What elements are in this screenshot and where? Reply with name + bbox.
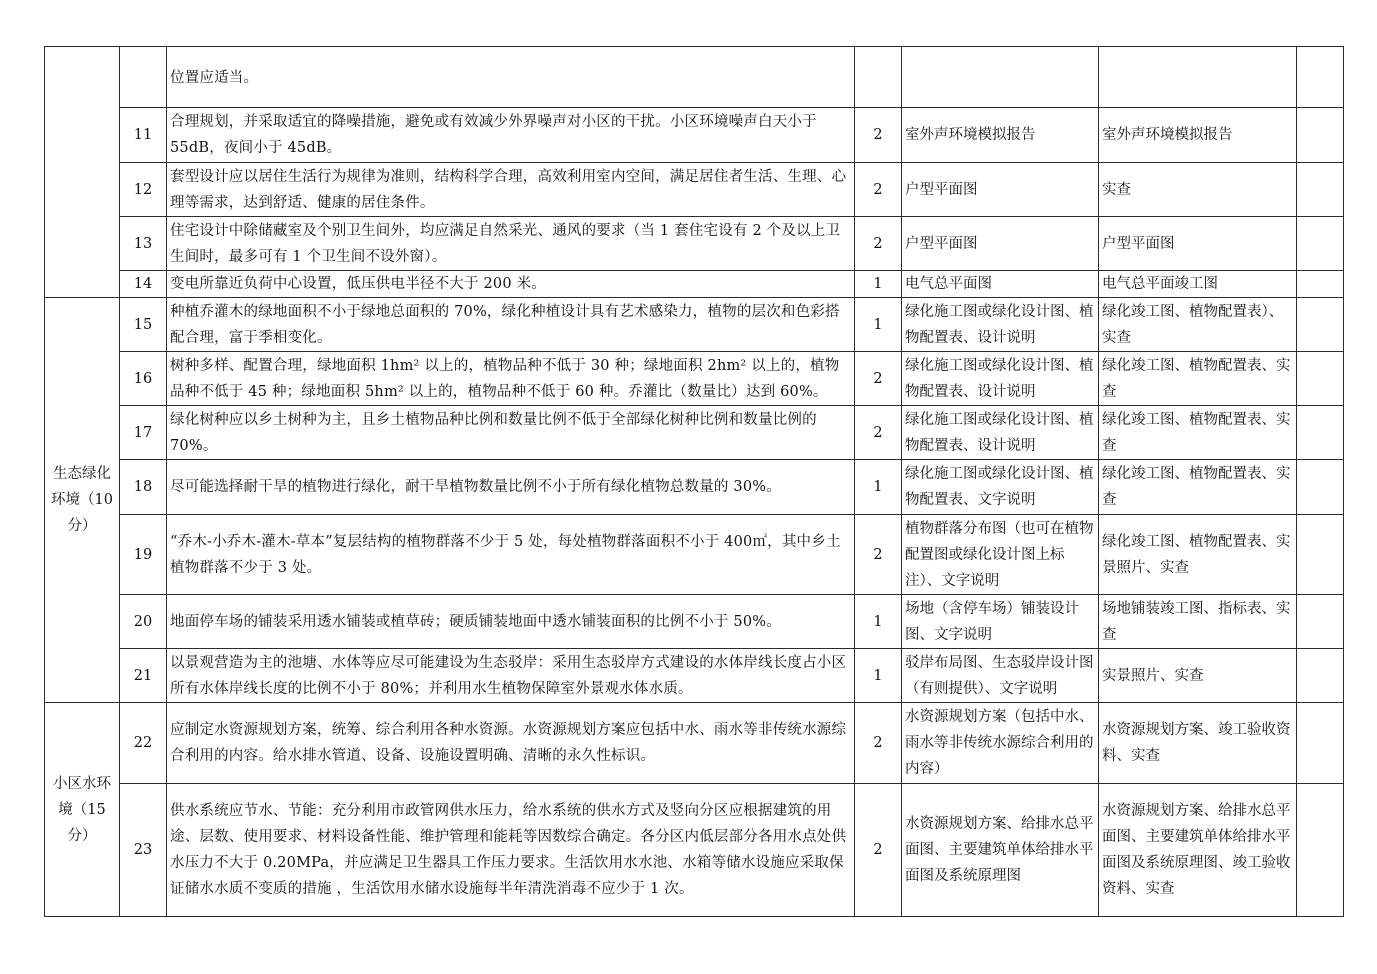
- score-cell: 2: [855, 703, 902, 784]
- table-row: [45, 163, 1344, 217]
- remark-cell: [1297, 271, 1344, 298]
- acceptance-material: 电气总平面竣工图: [1099, 271, 1297, 298]
- score-cell: 2: [855, 163, 902, 217]
- table-row: [45, 108, 1344, 163]
- remark-cell: [1297, 47, 1344, 108]
- design-material: 场地（含停车场）铺装设计图、文字说明: [902, 595, 1099, 649]
- requirement-text: 套型设计应以居住生活行为规律为准则，结构科学合理，高效利用室内空间，满足居住者生活、生理、心理等需求，达到舒适、健康的居住条件。: [167, 163, 855, 217]
- remark-cell: [1297, 406, 1344, 460]
- design-material: 水资源规划方案（包括中水、雨水等非传统水源综合利用的内容）: [902, 703, 1099, 784]
- score-cell: 2: [855, 352, 902, 406]
- table-row: [45, 703, 1344, 784]
- acceptance-material: 水资源规划方案、给排水总平面图、主要建筑单体给排水平面图及系统原理图、竣工验收资料、实查: [1099, 784, 1297, 917]
- acceptance-material: 实查: [1099, 163, 1297, 217]
- score-cell: 1: [855, 460, 902, 515]
- requirement-text: 住宅设计中除储藏室及个别卫生间外，均应满足自然采光、通风的要求（当 1 套住宅设有 2 个及以上卫生间时，最多可有 1 个卫生间不设外窗）。: [167, 217, 855, 271]
- acceptance-material: 绿化竣工图、植物配置表、实景照片、实查: [1099, 515, 1297, 595]
- score-cell: 2: [855, 217, 902, 271]
- requirement-text: 以景观营造为主的池塘、水体等应尽可能建设为生态驳岸：采用生态驳岸方式建设的水体岸线长度占小区所有水体岸线长度的比例不小于 80%；并利用水生植物保障室外景观水体水质。: [167, 649, 855, 703]
- design-material: 绿化施工图或绿化设计图、植物配置表、设计说明: [902, 298, 1099, 352]
- score-cell: 2: [855, 406, 902, 460]
- item-number: 19: [120, 515, 167, 595]
- table-row: [45, 406, 1344, 460]
- table-row: [45, 298, 1344, 352]
- design-material: 户型平面图: [902, 217, 1099, 271]
- table-row: [45, 271, 1344, 298]
- remark-cell: [1297, 460, 1344, 515]
- requirement-text: 变电所靠近负荷中心设置，低压供电半径不大于 200 米。: [167, 271, 855, 298]
- item-number: 14: [120, 271, 167, 298]
- requirement-text: 尽可能选择耐干旱的植物进行绿化，耐干旱植物数量比例不小于所有绿化植物总数量的 30%。: [167, 460, 855, 515]
- category-cell-previous: [45, 47, 120, 298]
- score-cell: 2: [855, 784, 902, 917]
- design-material: 电气总平面图: [902, 271, 1099, 298]
- item-number: 11: [120, 108, 167, 163]
- item-number: 13: [120, 217, 167, 271]
- remark-cell: [1297, 649, 1344, 703]
- requirement-text: 地面停车场的铺装采用透水铺装或植草砖；硬质铺装地面中透水铺装面积的比例不小于 50%。: [167, 595, 855, 649]
- acceptance-material: 水资源规划方案、竣工验收资料、实查: [1099, 703, 1297, 784]
- item-number: 22: [120, 703, 167, 784]
- remark-cell: [1297, 163, 1344, 217]
- design-material: 驳岸布局图、生态驳岸设计图（有则提供）、文字说明: [902, 649, 1099, 703]
- design-material: 户型平面图: [902, 163, 1099, 217]
- item-number: 23: [120, 784, 167, 917]
- item-number: [120, 47, 167, 108]
- design-material: 绿化施工图或绿化设计图、植物配置表、设计说明: [902, 352, 1099, 406]
- remark-cell: [1297, 515, 1344, 595]
- item-number: 15: [120, 298, 167, 352]
- acceptance-material: 室外声环境模拟报告: [1099, 108, 1297, 163]
- remark-cell: [1297, 352, 1344, 406]
- table-row: [45, 460, 1344, 515]
- category-eco-green: 生态绿化环境（10 分）: [45, 298, 120, 703]
- item-number: 17: [120, 406, 167, 460]
- remark-cell: [1297, 108, 1344, 163]
- standards-table: [44, 46, 1344, 917]
- acceptance-material: 实景照片、实查: [1099, 649, 1297, 703]
- requirement-text: 供水系统应节水、节能：充分利用市政管网供水压力，给水系统的供水方式及竖向分区应根据建筑的用途、层数、使用要求、材料设备性能、维护管理和能耗等因数综合确定。各分区内低层部分各用水点处供水压力不大于 0.20MPa，并应满足卫生器具工作压力要求。生活饮用水水池、水箱等储水设施应采取保证储水水质不变质的措施 ，生活饮用水储水设施每半年清洗消毒不应少于 1 次。: [167, 784, 855, 917]
- score-cell: 1: [855, 298, 902, 352]
- remark-cell: [1297, 298, 1344, 352]
- requirement-text: 位置应适当。: [167, 47, 855, 108]
- remark-cell: [1297, 217, 1344, 271]
- remark-cell: [1297, 784, 1344, 917]
- table-row: [45, 352, 1344, 406]
- score-cell: 2: [855, 108, 902, 163]
- acceptance-material: 场地铺装竣工图、指标表、实查: [1099, 595, 1297, 649]
- score-cell: 2: [855, 515, 902, 595]
- requirement-text: 种植乔灌木的绿地面积不小于绿地总面积的 70%，绿化种植设计具有艺术感染力，植物的层次和色彩搭配合理，富于季相变化。: [167, 298, 855, 352]
- design-material: 植物群落分布图（也可在植物配置图或绿化设计图上标注）、文字说明: [902, 515, 1099, 595]
- design-material: 绿化施工图或绿化设计图、植物配置表、设计说明: [902, 406, 1099, 460]
- acceptance-material: [1099, 47, 1297, 108]
- category-water: 小区水环境（15 分）: [45, 703, 120, 917]
- design-material: [902, 47, 1099, 108]
- acceptance-material: 绿化竣工图、植物配置表、实查: [1099, 406, 1297, 460]
- score-cell: 1: [855, 595, 902, 649]
- design-material: 水资源规划方案、给排水总平面图、主要建筑单体给排水平面图及系统原理图: [902, 784, 1099, 917]
- item-number: 20: [120, 595, 167, 649]
- table-row: [45, 649, 1344, 703]
- acceptance-material: 户型平面图: [1099, 217, 1297, 271]
- table-row: [45, 47, 1344, 108]
- remark-cell: [1297, 703, 1344, 784]
- item-number: 18: [120, 460, 167, 515]
- table-row: [45, 217, 1344, 271]
- score-cell: 1: [855, 649, 902, 703]
- table-row: [45, 515, 1344, 595]
- table-row: [45, 784, 1344, 917]
- score-cell: 1: [855, 271, 902, 298]
- requirement-text: 合理规划，并采取适宜的降噪措施，避免或有效减少外界噪声对小区的干扰。小区环境噪声白天小于 55dB，夜间小于 45dB。: [167, 108, 855, 163]
- requirement-text: 树种多样、配置合理，绿地面积 1hm² 以上的，植物品种不低于 30 种；绿地面积 2hm² 以上的，植物品种不低于 45 种；绿地面积 5hm² 以上的，植物品种不低于 60 种。乔灌比（数量比）达到 60%。: [167, 352, 855, 406]
- requirement-text: “乔木-小乔木-灌木-草本”复层结构的植物群落不少于 5 处，每处植物群落面积不小于 400㎡，其中乡土植物群落不少于 3 处。: [167, 515, 855, 595]
- requirement-text: 绿化树种应以乡土树种为主，且乡土植物品种比例和数量比例不低于全部绿化树种比例和数量比例的 70%。: [167, 406, 855, 460]
- score-cell: [855, 47, 902, 108]
- design-material: 绿化施工图或绿化设计图、植物配置表、文字说明: [902, 460, 1099, 515]
- item-number: 21: [120, 649, 167, 703]
- item-number: 12: [120, 163, 167, 217]
- acceptance-material: 绿化竣工图、植物配置表、实查: [1099, 460, 1297, 515]
- design-material: 室外声环境模拟报告: [902, 108, 1099, 163]
- acceptance-material: 绿化竣工图、植物配置表）、实查: [1099, 298, 1297, 352]
- remark-cell: [1297, 595, 1344, 649]
- acceptance-material: 绿化竣工图、植物配置表、实查: [1099, 352, 1297, 406]
- table-row: [45, 595, 1344, 649]
- requirement-text: 应制定水资源规划方案，统筹、综合利用各种水资源。水资源规划方案应包括中水、雨水等非传统水源综合利用的内容。给水排水管道、设备、设施设置明确、清晰的永久性标识。: [167, 703, 855, 784]
- item-number: 16: [120, 352, 167, 406]
